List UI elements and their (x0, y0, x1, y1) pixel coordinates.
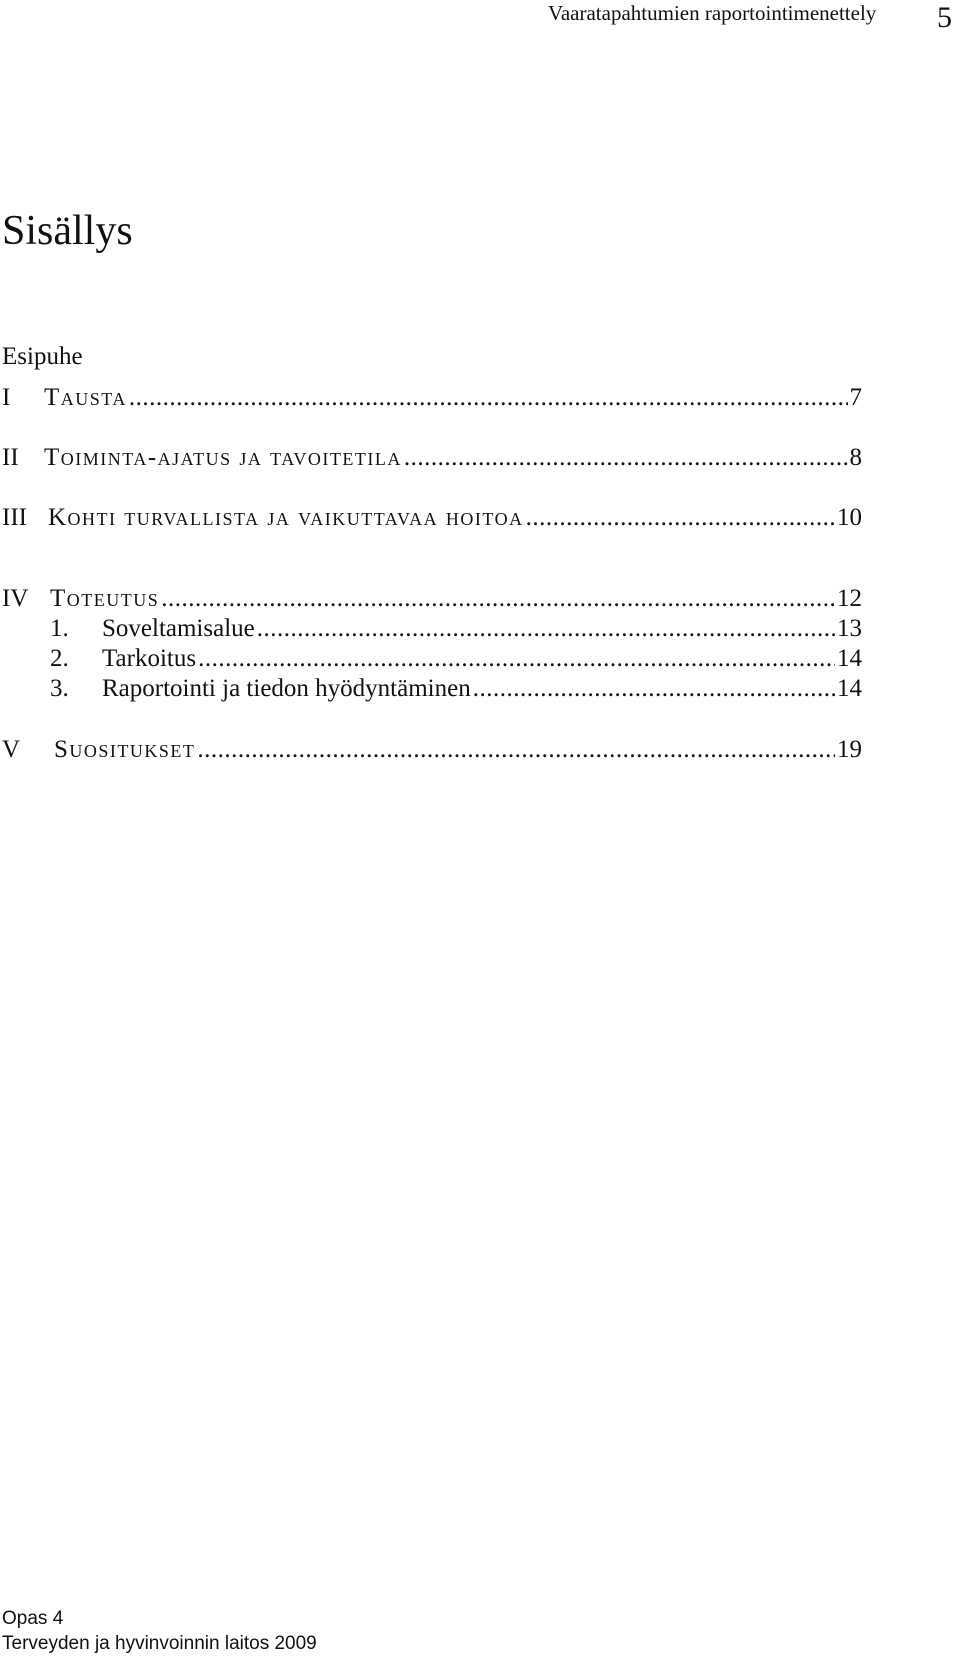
page-number: 5 (937, 1, 952, 34)
toc-entry-label: Toteutus (50, 585, 160, 612)
toc-subentry-raportointi[interactable] (0, 674, 862, 704)
toc-entry-page: 19 (837, 736, 862, 763)
toc-entry-page: 12 (837, 585, 862, 612)
toc-entry-toteutus[interactable] (0, 584, 862, 614)
footer-publisher: Terveyden ja hyvinvoinnin laitos 2009 (2, 1633, 317, 1654)
toc-entry-page: 8 (849, 444, 862, 471)
dot-leader (161, 584, 835, 614)
dot-leader (197, 735, 835, 765)
toc-subentry-label: Raportointi ja tiedon hyödyntäminen (102, 675, 471, 702)
toc-entry-label: Kohti turvallista ja vaikuttavaa hoitoa (48, 504, 524, 531)
dot-leader (198, 644, 835, 674)
toc-subentry-page: 14 (837, 675, 862, 702)
toc-entry-number: III (2, 504, 27, 531)
toc-subentry-page: 13 (837, 615, 862, 642)
toc-entry-toiminta-ajatus[interactable] (0, 443, 862, 473)
dot-leader (404, 443, 848, 473)
toc-entry-label: Suositukset (54, 736, 196, 763)
toc-preface: Esipuhe (2, 343, 83, 370)
toc-entry-label: Toiminta-ajatus ja tavoitetila (44, 444, 402, 471)
page-title: Sisällys (2, 208, 133, 254)
toc-entry-suositukset[interactable] (0, 735, 862, 765)
toc-entry-number: V (2, 736, 21, 763)
dot-leader (257, 614, 835, 644)
toc-subentry-tarkoitus[interactable] (0, 644, 862, 674)
toc-entry-number: I (2, 384, 11, 411)
toc-subentry-number: 2. (50, 645, 69, 672)
toc-subentry-number: 1. (50, 615, 69, 642)
footer-series: Opas 4 (2, 1608, 64, 1629)
dot-leader (129, 383, 848, 413)
toc-entry-number: II (2, 444, 19, 471)
toc-subentry-number: 3. (50, 675, 69, 702)
toc-subentry-soveltamisalue[interactable] (0, 614, 862, 644)
toc-entry-label: Tausta (44, 384, 127, 411)
running-title: Vaaratapahtumien raportointimenettely (548, 1, 877, 25)
dot-leader (473, 674, 835, 704)
dot-leader (526, 503, 835, 533)
toc-subentry-label: Tarkoitus (102, 645, 197, 672)
toc-entry-tausta[interactable] (0, 383, 862, 413)
toc-entry-page: 7 (849, 384, 862, 411)
toc-subentry-page: 14 (837, 645, 862, 672)
toc-entry-kohti-turvallista[interactable] (0, 503, 862, 533)
toc-entry-number: IV (2, 585, 29, 612)
toc-subentry-label: Soveltamisalue (102, 615, 255, 642)
toc-entry-page: 10 (837, 504, 862, 531)
